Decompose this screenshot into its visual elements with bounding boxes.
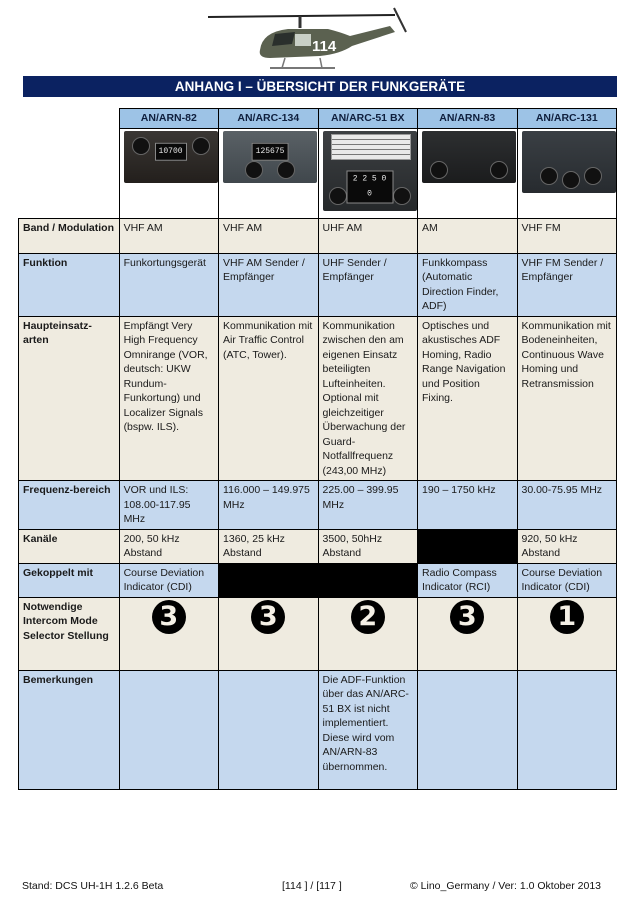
table-cell: 920, 50 kHz Abstand [517,529,617,563]
table-cell: 116.000 – 149.975 MHz [219,481,318,530]
row-label: Bemerkungen [19,670,120,789]
intercom-position-cell [318,597,417,670]
table-row-funktion [19,253,617,316]
table-cell: Course Deviation Indicator (CDI) [517,563,617,597]
intercom-position-cell [517,597,617,670]
blacked-out-cell [318,563,417,597]
device-header: AN/ARC-134 [219,109,318,129]
helicopter-illustration [200,2,420,74]
table-row-gekoppelt [19,563,617,597]
device-header-row [19,109,617,129]
empty-cell [19,129,120,219]
arc51bx-panel-image [323,131,417,211]
table-cell: VHF FM [517,218,617,253]
table-cell: Optisches und akustisches ADF Homing, Radio Range Navigation und Position Fixing. [418,316,517,481]
table-row-frequenzbereich [19,481,617,530]
table-cell: Funkkompass (Automatic Direction Finder, ADF) [418,253,517,316]
device-image-row [19,129,617,219]
table-row-bemerkungen [19,670,617,789]
blacked-out-cell [418,529,517,563]
table-cell [517,670,617,789]
table-cell: Kommunikation mit Bodeneinheiten, Continuous Wave Homing und Retransmission [517,316,617,481]
row-label: Notwendige Intercom Mode Selector Stellung [19,597,120,670]
device-image-cell [418,129,517,219]
row-label: Funktion [19,253,120,316]
row-label: Frequenz-bereich [19,481,120,530]
arc131-panel-image [522,131,616,193]
table-cell: Empfängt Very High Frequency Omnirange (VOR, deutsch: UKW Rundum-Funkortung) und Localizer Signals (bspw. ILS). [119,316,218,481]
table-cell: 190 – 1750 kHz [418,481,517,530]
arn82-panel-image [124,131,218,183]
device-image-cell [318,129,417,219]
table-cell: VHF AM [219,218,318,253]
table-cell: AM [418,218,517,253]
table-cell: 30.00-75.95 MHz [517,481,617,530]
row-label: Haupteinsatz-arten [19,316,120,481]
table-cell: UHF Sender / Empfänger [318,253,417,316]
device-header: AN/ARC-51 BX [318,109,417,129]
circled-number-icon: 3 [450,600,484,634]
circled-number-icon: 2 [351,600,385,634]
device-image-cell [119,129,218,219]
device-header: AN/ARC-131 [517,109,617,129]
table-cell: VHF AM [119,218,218,253]
table-cell: VHF AM Sender / Empfänger [219,253,318,316]
footer-copyright: © Lino_Germany / Ver: 1.0 Oktober 2013 [410,880,602,892]
intercom-position-cell [418,597,517,670]
table-cell: VOR und ILS: 108.00-117.95 MHz [119,481,218,530]
page-number-badge: 114 [312,38,337,55]
intercom-position-cell [119,597,218,670]
table-row-haupteinsatzarten [19,316,617,481]
arc134-panel-image [223,131,317,183]
table-cell: VHF FM Sender / Empfänger [517,253,617,316]
device-header: AN/ARN-82 [119,109,218,129]
section-title-banner: ANHANG I – ÜBERSICHT DER FUNKGERÄTE [23,76,617,97]
footer-version-info: Stand: DCS UH-1H 1.2.6 Beta [22,880,164,892]
empty-corner-cell [19,109,120,129]
radio-overview-table [18,108,617,790]
row-label: Gekoppelt mit [19,563,120,597]
table-cell: 3500, 50hHz Abstand [318,529,417,563]
table-cell: UHF AM [318,218,417,253]
device-header: AN/ARN-83 [418,109,517,129]
intercom-position-cell [219,597,318,670]
circled-number-icon: 1 [550,600,584,634]
table-cell: Radio Compass Indicator (RCI) [418,563,517,597]
device-image-cell [517,129,617,219]
table-cell: Course Deviation Indicator (CDI) [119,563,218,597]
table-row-intercom [19,597,617,670]
circled-number-icon: 3 [152,600,186,634]
panel-readout: 10700 [155,143,187,162]
table-cell: 1360, 25 kHz Abstand [219,529,318,563]
footer-page-counter: [114 ] / [117 ] [282,880,342,892]
table-cell: 225.00 – 399.95 MHz [318,481,417,530]
blacked-out-cell [219,563,318,597]
table-cell: Kommunikation mit Air Traffic Control (ATC, Tower). [219,316,318,481]
table-cell: Kommunikation zwischen den am eigenen Einsatz beteiligten Lufteinheiten. Optional mit gleichzeitiger Überwachung der Guard-Notfallfrequenz (243,00 MHz) [318,316,417,481]
table-cell: Funkortungsgerät [119,253,218,316]
panel-readout: 125675 [252,143,289,162]
row-label: Kanäle [19,529,120,563]
table-cell [119,670,218,789]
table-cell [219,670,318,789]
panel-readout: 2 2 5 0 0 [346,171,393,204]
device-image-cell [219,129,318,219]
table-row-band [19,218,617,253]
row-label: Band / Modulation [19,218,120,253]
circled-number-icon: 3 [251,600,285,634]
table-row-kanaele [19,529,617,563]
table-cell: Die ADF-Funktion über das AN/ARC-51 BX ist nicht implementiert. Diese wird vom AN/ARN-83 übernommen. [318,670,417,789]
arn83-panel-image [422,131,516,183]
table-cell: 200, 50 kHz Abstand [119,529,218,563]
table-cell [418,670,517,789]
